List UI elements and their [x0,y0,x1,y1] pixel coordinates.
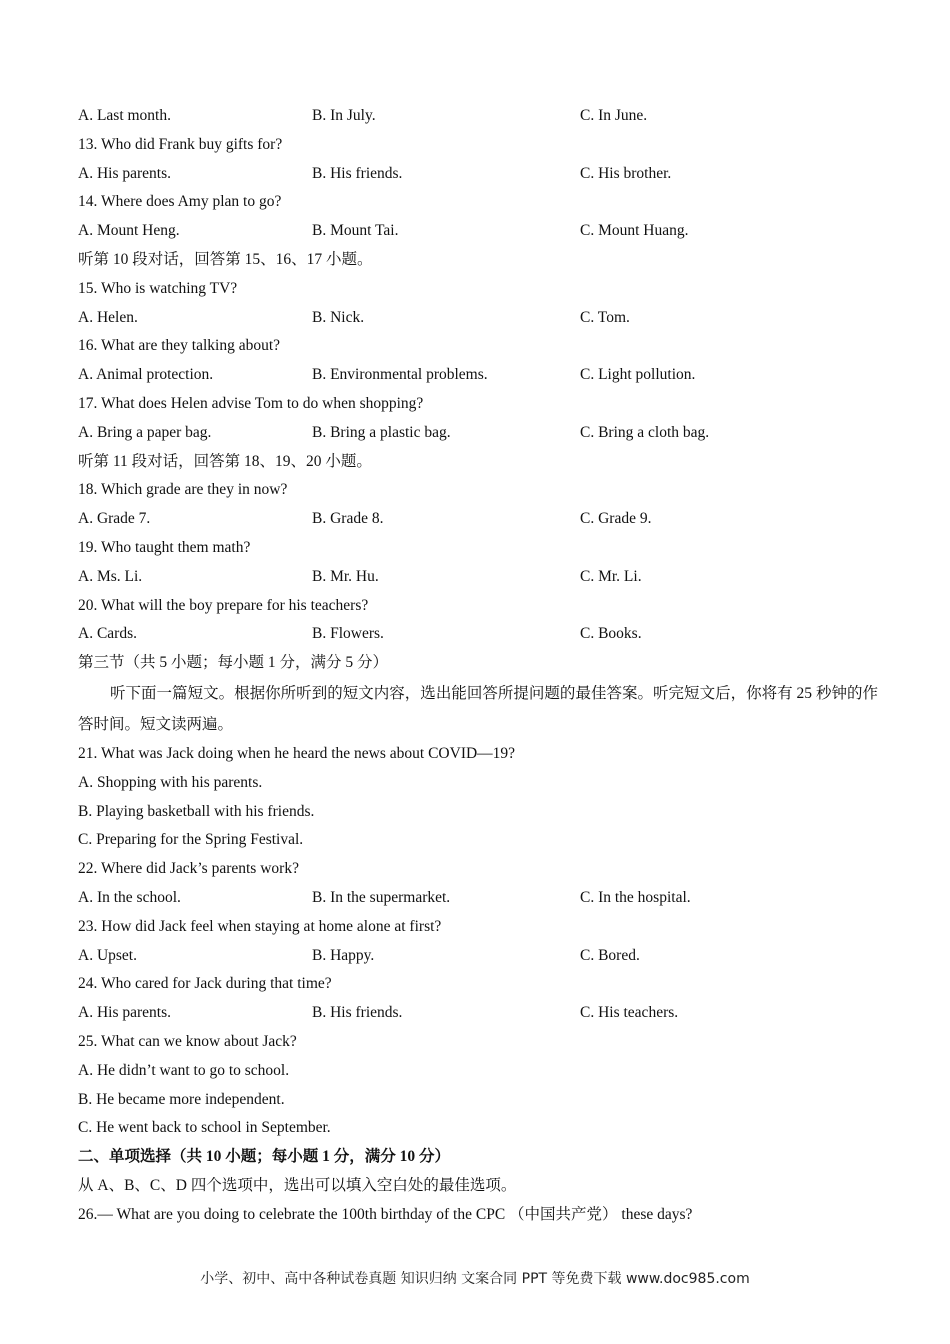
option-c: C. Light pollution. [580,366,696,384]
option-c: C. Bored. [580,946,640,964]
option-c: C. Mount Huang. [580,222,689,240]
instruction-paragraph: 听下面一篇短文。根据你所听到的短文内容，选出能回答所提问题的最佳答案。听完短文后，你将有 25 秒钟的作答时间。短文读两遍。 [78,684,878,733]
text-line: 22. Where did Jack’s parents work? [78,860,299,878]
option-c: C. Tom. [580,308,630,326]
option-b: B. His friends. [312,164,403,182]
text-line: B. He became more independent. [78,1090,285,1108]
option-c: C. In the hospital. [580,888,691,906]
text-line: 听第 11 段对话，回答第 18、19、20 小题。 [78,452,372,470]
answer-options-row [78,361,878,390]
option-a: A. Grade 7. [78,510,151,528]
answer-options-row [78,942,878,971]
option-b: B. Happy. [312,946,375,964]
answer-options-row [78,884,878,913]
option-a: A. Helen. [78,308,138,326]
text-line: B. Playing basketball with his friends. [78,802,315,820]
text-line: 24. Who cared for Jack during that time? [78,975,332,993]
option-c: C. Mr. Li. [580,567,642,585]
page-content [78,102,878,1229]
option-b: B. Nick. [312,308,365,326]
text-line: 17. What does Helen advise Tom to do when shopping? [78,394,424,412]
option-a: A. Upset. [78,946,137,964]
option-b: B. Mr. Hu. [312,567,379,585]
text-line: C. He went back to school in September. [78,1119,331,1137]
option-c: C. Books. [580,625,642,643]
option-b: B. Mount Tai. [312,222,399,240]
option-a: A. In the school. [78,888,181,906]
text-line: 16. What are they talking about? [78,337,281,355]
text-line: 23. How did Jack feel when staying at home alone at first? [78,917,442,935]
answer-options-row [78,160,878,189]
answer-options-row [78,304,878,333]
option-a: A. His parents. [78,1004,171,1022]
section-heading: 二、单项选择（共 10 小题；每小题 1 分，满分 10 分） [78,1148,451,1166]
option-c: C. Bring a cloth bag. [580,423,710,441]
text-line: 13. Who did Frank buy gifts for? [78,135,283,153]
option-c: C. Grade 9. [580,510,652,528]
option-c: C. His brother. [580,164,672,182]
answer-options-row [78,999,878,1028]
option-a: A. Animal protection. [78,366,214,384]
answer-options-row [78,217,878,246]
text-line: 21. What was Jack doing when he heard the news about COVID—19? [78,744,516,762]
option-c: C. In June. [580,107,648,124]
page-footer: 小学、初中、高中各种试卷真题 知识归纳 文案合同 PPT 等免费下载 www.doc985.com [200,1271,750,1287]
text-line: 听第 10 段对话，回答第 15、16、17 小题。 [78,250,373,268]
text-line: 18. Which grade are they in now? [78,481,288,499]
text-line: A. He didn’t want to go to school. [78,1061,290,1079]
option-a: A. Last month. [78,107,171,124]
option-b: B. Flowers. [312,625,384,643]
text-line: 从 A、B、C、D 四个选项中，选出可以填入空白处的最佳选项。 [78,1176,517,1194]
answer-options-row [78,505,878,534]
option-b: B. His friends. [312,1004,403,1022]
text-line: 15. Who is watching TV? [78,279,238,297]
option-c: C. His teachers. [580,1004,679,1022]
text-line: 第三节（共 5 小题；每小题 1 分，满分 5 分） [78,654,389,672]
option-b: B. Grade 8. [312,510,384,528]
text-line: A. Shopping with his parents. [78,773,263,791]
answer-options-row [78,419,878,448]
answer-options-row [78,620,878,649]
option-b: B. Bring a plastic bag. [312,423,451,441]
text-line: 14. Where does Amy plan to go? [78,193,282,211]
answer-options-row [78,102,878,131]
text-line: 25. What can we know about Jack? [78,1032,297,1050]
option-b: B. Environmental problems. [312,366,488,384]
text-line: C. Preparing for the Spring Festival. [78,831,304,849]
option-a: A. Bring a paper bag. [78,423,212,441]
option-a: A. His parents. [78,164,171,182]
option-a: A. Ms. Li. [78,567,143,585]
option-b: B. In the supermarket. [312,888,451,906]
text-line: 19. Who taught them math? [78,538,251,556]
answer-options-row [78,563,878,592]
option-a: A. Mount Heng. [78,222,180,240]
text-line: 20. What will the boy prepare for his teachers? [78,596,369,614]
option-a: A. Cards. [78,625,137,643]
option-b: B. In July. [312,107,376,124]
text-line: 26.— What are you doing to celebrate the 100th birthday of the CPC （中国共产党） these days? [78,1205,693,1223]
